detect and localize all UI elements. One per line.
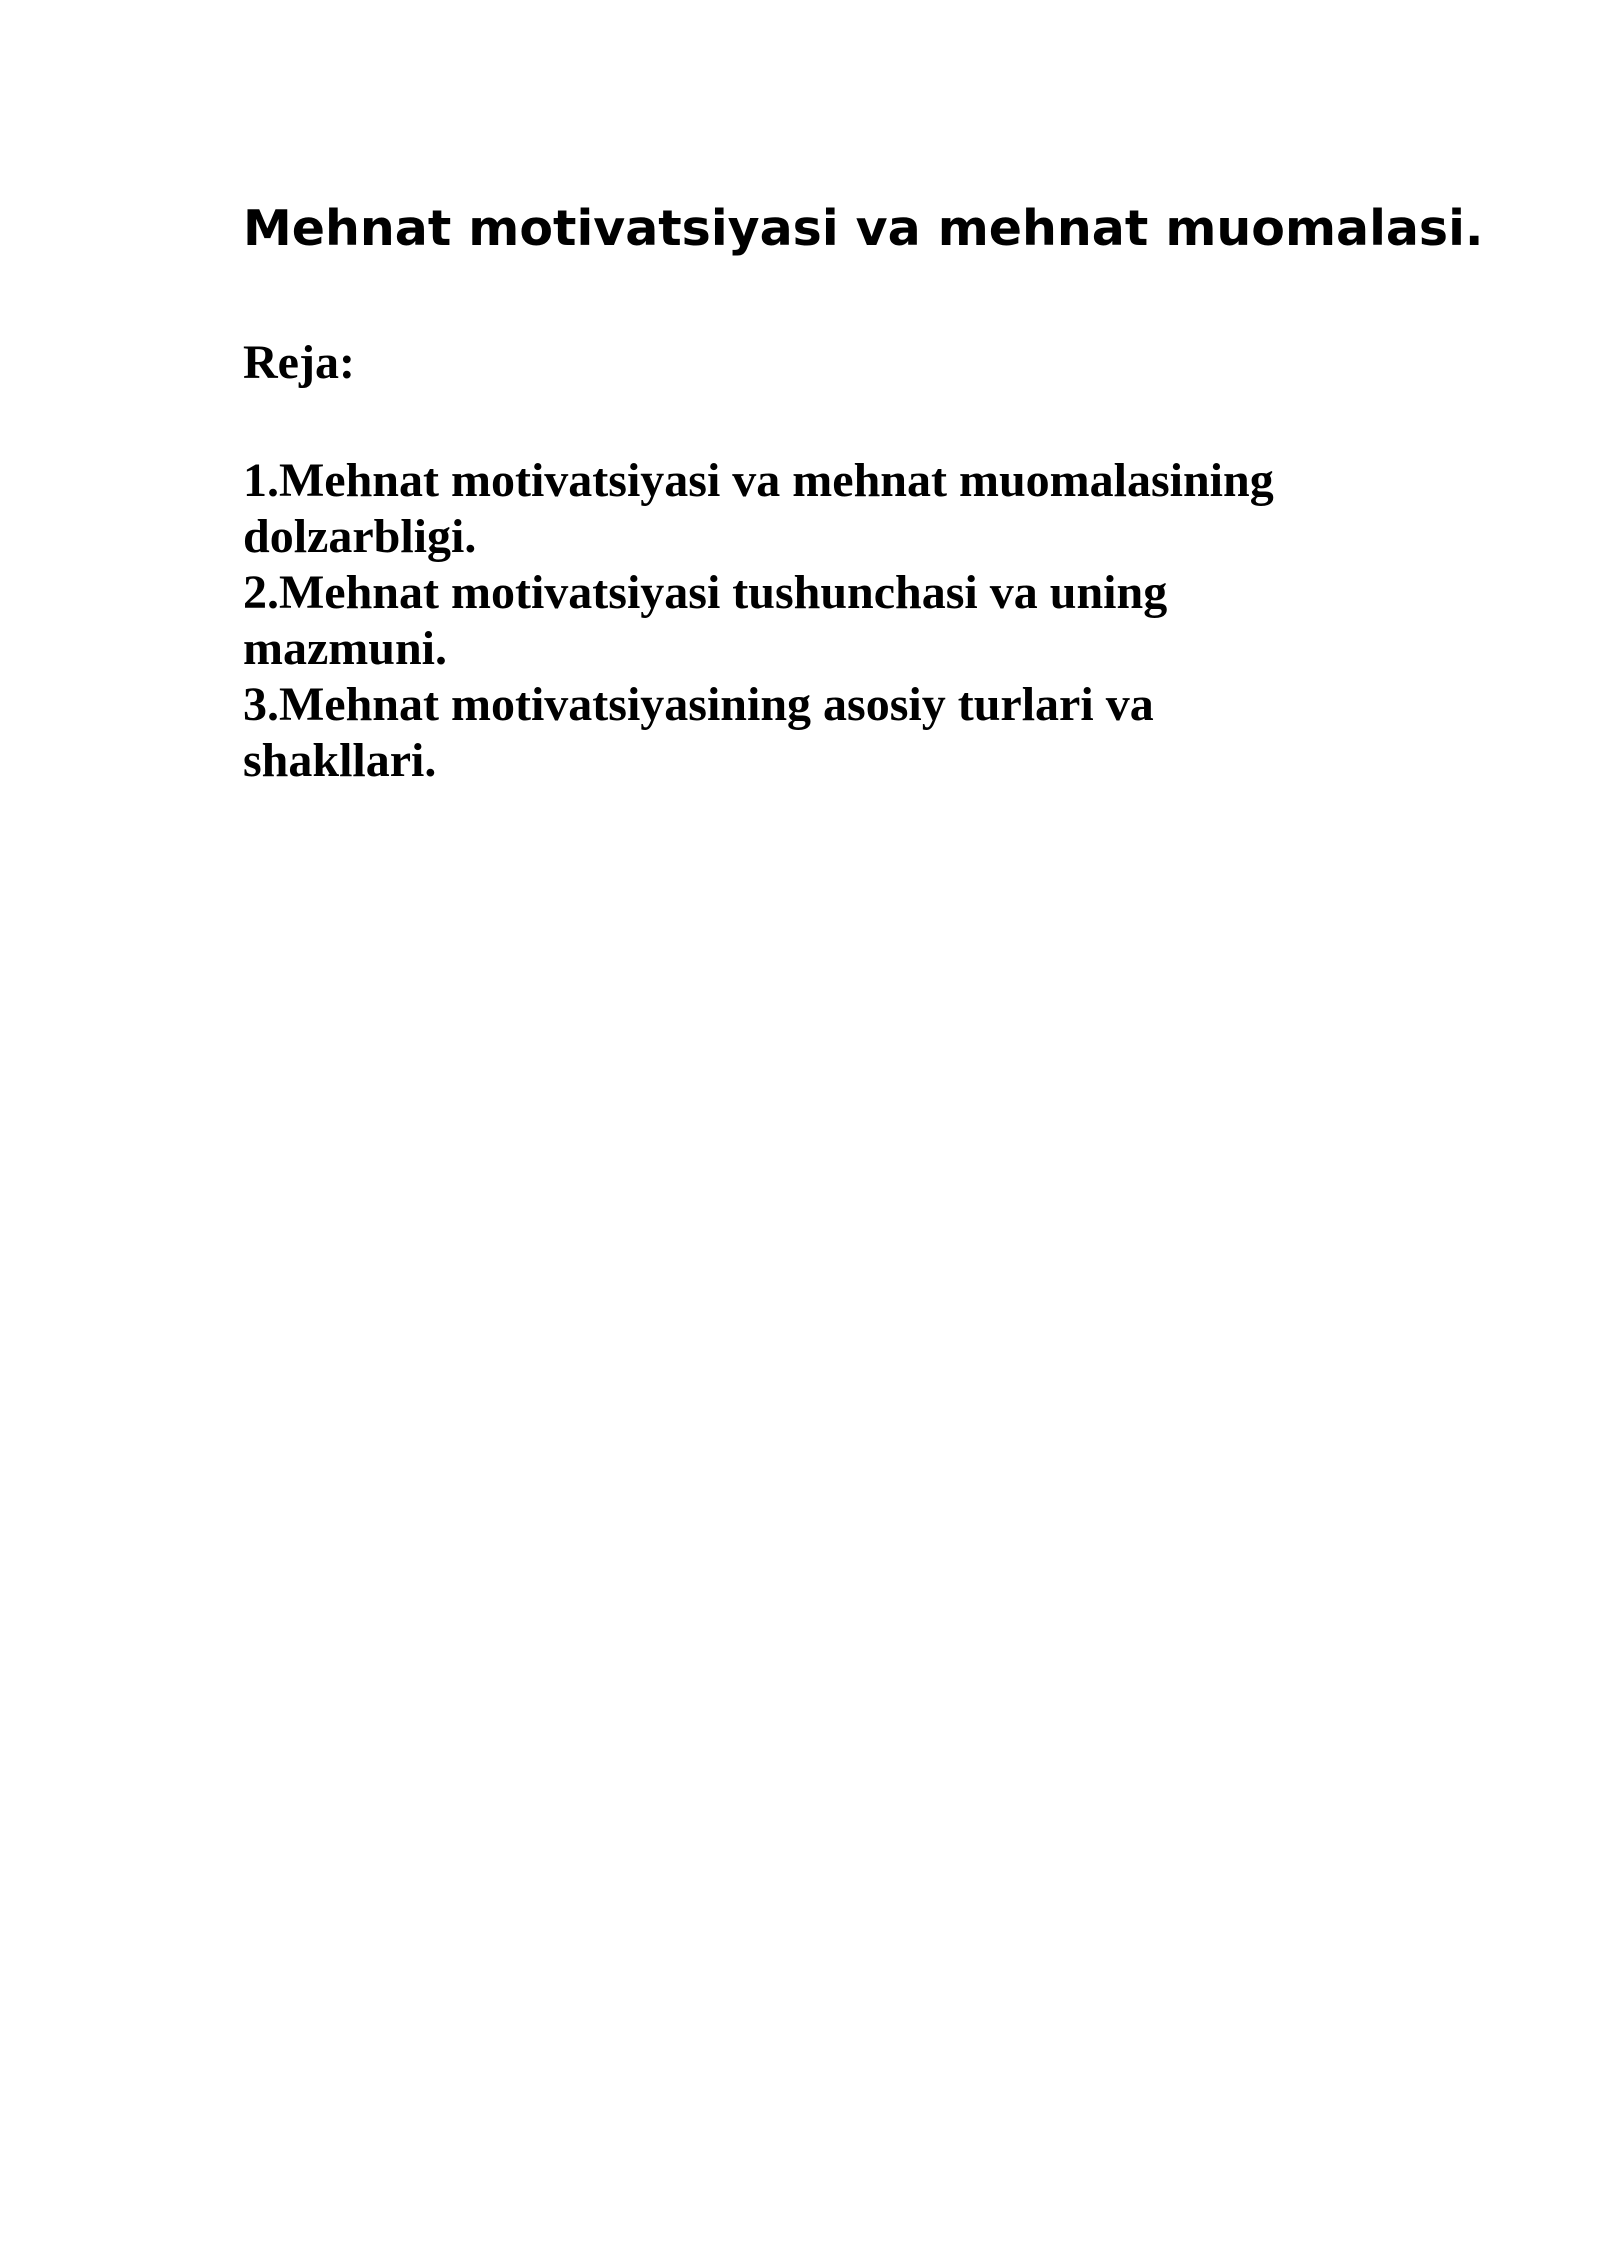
plan-item-line: mazmuni.	[243, 622, 447, 675]
plan-item	[243, 677, 1373, 789]
plan-heading: Reja:	[243, 336, 355, 389]
plan-item-line: 2.Mehnat motivatsiyasi tushunchasi va uning	[243, 566, 1168, 619]
plan-item-line: shakllari.	[243, 734, 437, 787]
plan-item	[243, 565, 1373, 677]
page-title: Mehnat motivatsiyasi va mehnat muomalasi.	[243, 200, 1484, 257]
plan-item-line: 3.Mehnat motivatsiyasining asosiy turlari va	[243, 678, 1154, 731]
plan-list	[243, 453, 1373, 789]
plan-item-line: 1.Mehnat motivatsiyasi va mehnat muomalasining	[243, 454, 1274, 507]
plan-item	[243, 453, 1373, 565]
plan-item-line: dolzarbligi.	[243, 510, 477, 563]
